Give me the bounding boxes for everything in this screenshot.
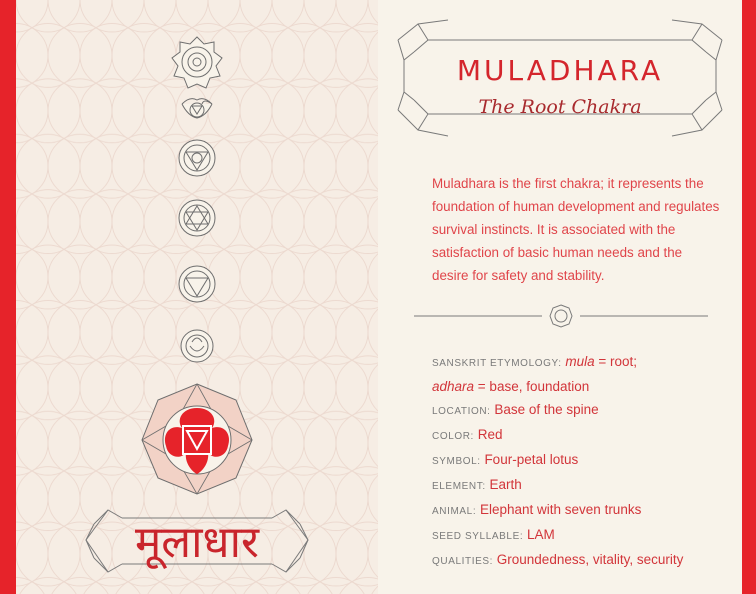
property-value: Earth [489,477,522,492]
etymology-row [432,350,732,375]
etymology-row-2 [432,375,732,398]
property-value: Elephant with seven trunks [479,502,642,517]
etymology-label: SANSKRIT ETYMOLOGY: [432,358,562,369]
property-label: ANIMAL: [432,506,477,517]
throat-chakra-icon [179,140,215,176]
property-value: Base of the spine [494,402,599,417]
property-symbol [432,448,732,473]
property-value: LAM [527,527,555,542]
sanskrit-name-banner [16,500,378,580]
etymology-term-1: mula [565,354,595,369]
property-value: Groundedness, vitality, security [496,552,684,567]
chakra-column-panel [16,0,378,594]
info-panel [378,0,742,594]
left-red-border [0,0,16,594]
small-lotus-divider-icon [414,300,708,332]
property-animal [432,498,732,523]
etymology-term-2: adhara [432,379,475,394]
property-label: SYMBOL: [432,456,481,467]
property-location [432,398,732,423]
page-subtitle: The Root Chakra [478,96,642,118]
heart-chakra-icon [179,200,215,236]
root-chakra-icon [142,384,252,494]
property-seed-syllable [432,523,732,548]
etymology-meaning-1: = root; [594,354,638,369]
chakra-properties [432,350,732,573]
page-title: MULADHARA [456,54,664,87]
property-label: COLOR: [432,431,474,442]
crown-chakra-icon [172,37,222,88]
property-label: ELEMENT: [432,481,486,492]
property-value: Red [477,427,503,442]
solar-plexus-chakra-icon [179,266,215,302]
right-red-border [742,0,756,594]
property-qualities [432,548,732,573]
sacral-chakra-icon [181,330,213,362]
property-color [432,423,732,448]
property-value: Four-petal lotus [484,452,579,467]
property-label: LOCATION: [432,406,491,417]
etymology-meaning-2: = base, foundation [474,379,590,394]
third-eye-chakra-icon [182,99,212,118]
property-label: QUALITIES: [432,556,494,567]
property-element [432,473,732,498]
property-label: SEED SYLLABLE: [432,531,524,542]
chakra-description: Muladhara is the first chakra; it represents the foundation of human development and regulates survival instincts. It is associated with the satisfaction of basic human needs and the desire for safety and stability. [432,176,720,283]
sanskrit-name: मूलाधार [135,517,259,568]
